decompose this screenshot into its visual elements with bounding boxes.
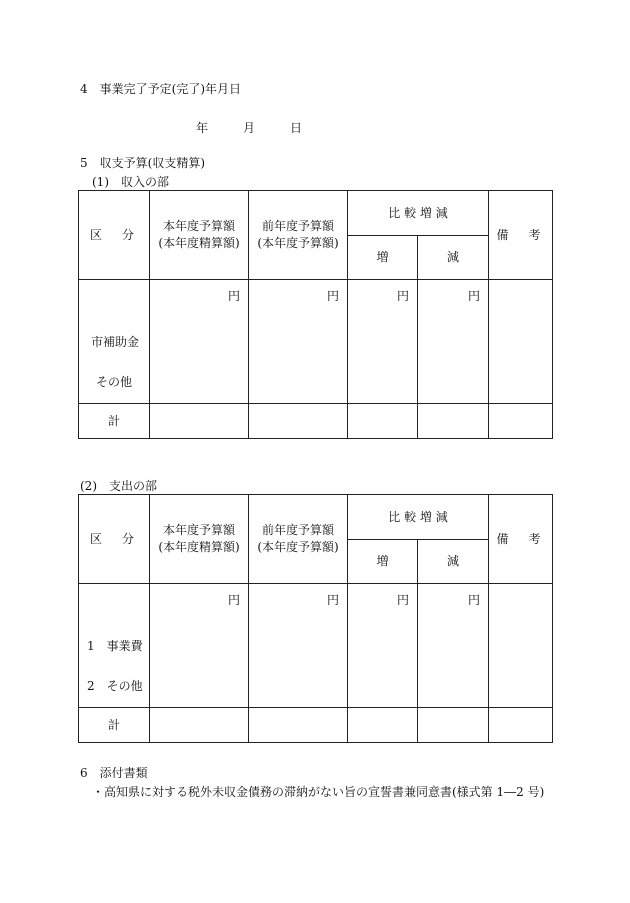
previous-budget-cell: 円	[249, 584, 348, 708]
current-budget-header	[150, 495, 249, 584]
category-items-cell	[79, 280, 150, 404]
comparison-header: 比 較 増 減	[348, 495, 489, 540]
month-label: 月	[243, 121, 256, 135]
total-cell	[150, 708, 249, 743]
total-cell	[150, 404, 249, 439]
table-body-row	[79, 280, 553, 404]
table-total-row	[79, 404, 553, 439]
year-label: 年	[196, 121, 209, 135]
list-item: 2 その他	[87, 679, 143, 693]
section-5-heading: 5 収支予算(収支精算)	[80, 156, 205, 170]
category-header: 区 分	[79, 495, 150, 584]
previous-budget-header	[249, 191, 348, 280]
attachment-item: ・高知県に対する税外未収金債務の滞納がない旨の宣誓書兼同意書(様式第 1―2 号)	[92, 785, 545, 799]
header-line: (本年度予算額)	[257, 236, 339, 250]
list-item: 市補助金	[91, 335, 140, 349]
comparison-header: 比 較 増 減	[348, 191, 489, 236]
total-cell	[489, 404, 553, 439]
header-line: (本年度予算額)	[257, 540, 339, 554]
total-cell	[348, 708, 418, 743]
decrease-header: 減	[418, 236, 489, 280]
decrease-header: 減	[418, 540, 489, 584]
increase-cell: 円	[348, 280, 418, 404]
total-cell	[249, 708, 348, 743]
total-label: 計	[79, 404, 150, 439]
previous-budget-header	[249, 495, 348, 584]
decrease-cell: 円	[418, 584, 489, 708]
header-line: (本年度精算額)	[158, 236, 240, 250]
header-line: 本年度予算額	[162, 523, 235, 537]
table-header-row	[79, 191, 553, 236]
decrease-cell: 円	[418, 280, 489, 404]
header-line: 前年度予算額	[261, 219, 334, 233]
header-line: (本年度精算額)	[158, 540, 240, 554]
previous-budget-cell: 円	[249, 280, 348, 404]
table-total-row	[79, 708, 553, 743]
expense-table	[78, 494, 553, 743]
day-label: 日	[290, 121, 303, 135]
total-cell	[418, 404, 489, 439]
total-label: 計	[79, 708, 150, 743]
header-line: 本年度予算額	[162, 219, 235, 233]
total-cell	[249, 404, 348, 439]
increase-header: 増	[348, 236, 418, 280]
total-cell	[489, 708, 553, 743]
current-budget-cell: 円	[150, 584, 249, 708]
increase-cell: 円	[348, 584, 418, 708]
remarks-header: 備 考	[489, 495, 553, 584]
expense-section-title: (2) 支出の部	[80, 479, 157, 493]
increase-header: 増	[348, 540, 418, 584]
category-items-cell	[79, 584, 150, 708]
list-item: その他	[96, 375, 133, 389]
total-cell	[418, 708, 489, 743]
remarks-cell	[489, 280, 553, 404]
section-6-heading: 6 添付書類	[80, 766, 148, 780]
list-item: 1 事業費	[87, 639, 143, 653]
remarks-cell	[489, 584, 553, 708]
current-budget-header	[150, 191, 249, 280]
total-cell	[348, 404, 418, 439]
category-header: 区 分	[79, 191, 150, 280]
income-table	[78, 190, 553, 439]
section-4-heading: 4 事業完了予定(完了)年月日	[80, 82, 241, 96]
header-line: 前年度予算額	[261, 523, 334, 537]
remarks-header: 備 考	[489, 191, 553, 280]
table-header-row	[79, 495, 553, 540]
current-budget-cell: 円	[150, 280, 249, 404]
income-section-title: (1) 収入の部	[92, 175, 169, 189]
table-body-row	[79, 584, 553, 708]
